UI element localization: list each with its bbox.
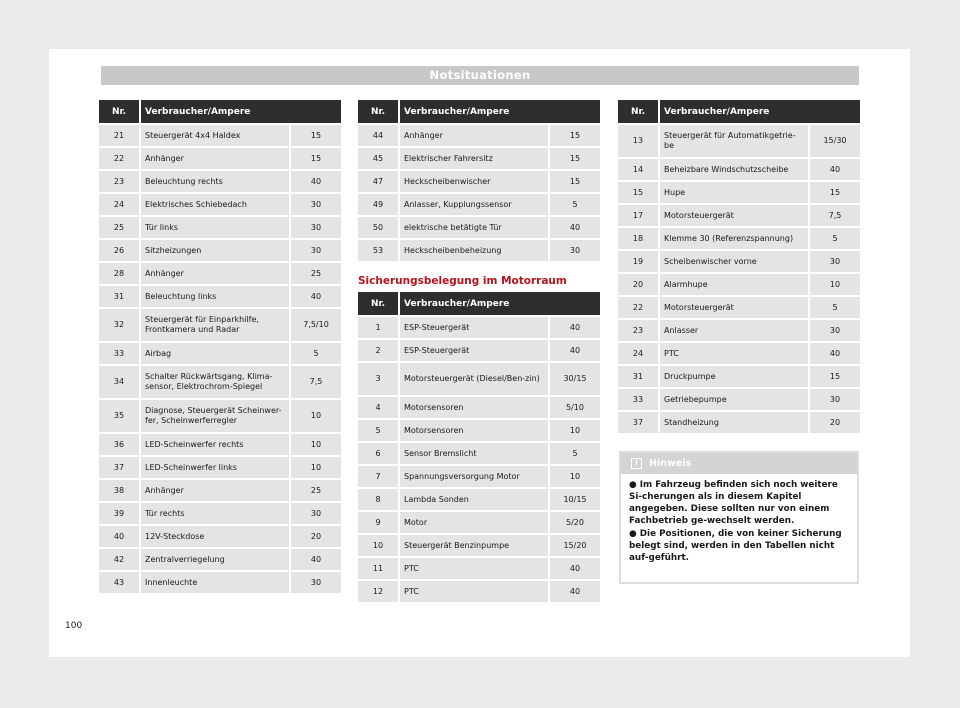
fuse-consumer: Tür rechts	[139, 503, 289, 524]
fuse-ampere: 40	[548, 217, 600, 238]
fuse-consumer: ESP-Steuergerät	[398, 317, 548, 338]
fuse-table-2	[358, 98, 600, 263]
fuse-ampere: 30	[289, 217, 341, 238]
fuse-number: 26	[99, 240, 139, 261]
fuse-consumer: Heckscheibenwischer	[398, 171, 548, 192]
fuse-number: 37	[99, 457, 139, 478]
fuse-ampere: 30	[808, 389, 860, 410]
fuse-consumer: ESP-Steuergerät	[398, 340, 548, 361]
fuse-ampere: 30	[808, 320, 860, 341]
fuse-number: 25	[99, 217, 139, 238]
fuse-number: 7	[358, 466, 398, 487]
fuse-number: 37	[618, 412, 658, 433]
fuse-number: 3	[358, 363, 398, 395]
hint-item: ● Die Positionen, die von keiner Sicherung belegt sind, werden in den Tabellen nicht auf-geführt.	[629, 529, 842, 563]
fuse-consumer: Steuergerät Benzinpumpe	[398, 535, 548, 556]
fuse-number: 38	[99, 480, 139, 501]
fuse-ampere: 7,5	[808, 205, 860, 226]
fuse-ampere: 25	[289, 263, 341, 284]
table-row	[99, 343, 341, 364]
fuse-number: 4	[358, 397, 398, 418]
fuse-number: 11	[358, 558, 398, 579]
table-row	[358, 317, 600, 338]
fuse-number: 21	[99, 125, 139, 146]
col-header-nr: Nr.	[358, 100, 398, 123]
table-row	[618, 274, 860, 295]
fuse-number: 24	[618, 343, 658, 364]
table-row	[358, 397, 600, 418]
fuse-ampere: 15	[548, 148, 600, 169]
fuse-number: 23	[618, 320, 658, 341]
fuse-ampere: 15	[548, 171, 600, 192]
col-header-verbraucher: Verbraucher/Ampere	[658, 100, 860, 123]
fuse-number: 9	[358, 512, 398, 533]
fuse-consumer: Elektrischer Fahrersitz	[398, 148, 548, 169]
hint-header	[621, 453, 857, 474]
fuse-consumer: Klemme 30 (Referenzspannung)	[658, 228, 808, 249]
fuse-ampere: 15	[289, 148, 341, 169]
fuse-consumer: Elektrisches Schiebedach	[139, 194, 289, 215]
fuse-consumer: LED-Scheinwerfer links	[139, 457, 289, 478]
table-row	[99, 526, 341, 547]
table-row	[358, 217, 600, 238]
fuse-consumer: Anhänger	[398, 125, 548, 146]
fuse-consumer: PTC	[398, 558, 548, 579]
table-row	[358, 489, 600, 510]
fuse-number: 6	[358, 443, 398, 464]
fuse-number: 40	[99, 526, 139, 547]
fuse-number: 44	[358, 125, 398, 146]
fuse-consumer: PTC	[658, 343, 808, 364]
fuse-table-4	[618, 98, 860, 435]
fuse-ampere: 40	[548, 581, 600, 602]
fuse-ampere: 20	[289, 526, 341, 547]
fuse-consumer: Zentralverriegelung	[139, 549, 289, 570]
fuse-ampere: 40	[548, 558, 600, 579]
fuse-number: 12	[358, 581, 398, 602]
fuse-number: 36	[99, 434, 139, 455]
table-row	[358, 125, 600, 146]
table-row	[99, 457, 341, 478]
fuse-ampere: 15	[289, 125, 341, 146]
fuse-ampere: 40	[289, 286, 341, 307]
table-row	[358, 194, 600, 215]
fuse-ampere: 40	[808, 343, 860, 364]
fuse-ampere: 10	[808, 274, 860, 295]
fuse-consumer: Scheibenwischer vorne	[658, 251, 808, 272]
fuse-number: 43	[99, 572, 139, 593]
page-number: 100	[65, 621, 83, 631]
fuse-ampere: 20	[808, 412, 860, 433]
fuse-ampere: 30	[289, 572, 341, 593]
fuse-consumer: Hupe	[658, 182, 808, 203]
table-row	[358, 466, 600, 487]
fuse-number: 2	[358, 340, 398, 361]
fuse-ampere: 10/15	[548, 489, 600, 510]
fuse-consumer: Sensor Bremslicht	[398, 443, 548, 464]
table-row	[358, 535, 600, 556]
table-row	[618, 389, 860, 410]
table-row	[99, 240, 341, 261]
table-row	[99, 148, 341, 169]
fuse-consumer: Steuergerät 4x4 Haldex	[139, 125, 289, 146]
fuse-ampere: 15	[548, 125, 600, 146]
info-icon: i	[631, 458, 642, 469]
fuse-consumer: Motor	[398, 512, 548, 533]
fuse-ampere: 5	[808, 228, 860, 249]
fuse-number: 22	[618, 297, 658, 318]
hint-box	[619, 451, 859, 584]
fuse-ampere: 5/20	[548, 512, 600, 533]
fuse-consumer: Motorsteuergerät	[658, 205, 808, 226]
fuse-ampere: 10	[289, 457, 341, 478]
section-title: Sicherungsbelegung im Motorraum	[358, 275, 567, 287]
fuse-number: 5	[358, 420, 398, 441]
fuse-consumer: Steuergerät für Automatikgetrie-be	[658, 125, 808, 157]
fuse-number: 20	[618, 274, 658, 295]
fuse-consumer: Beleuchtung rechts	[139, 171, 289, 192]
fuse-ampere: 25	[289, 480, 341, 501]
fuse-number: 50	[358, 217, 398, 238]
fuse-number: 45	[358, 148, 398, 169]
fuse-consumer: Motorsteuergerät	[658, 297, 808, 318]
fuse-ampere: 10	[289, 434, 341, 455]
table-row	[358, 171, 600, 192]
table-row	[358, 148, 600, 169]
table-row	[618, 182, 860, 203]
fuse-number: 33	[618, 389, 658, 410]
fuse-number: 1	[358, 317, 398, 338]
fuse-number: 53	[358, 240, 398, 261]
col-header-nr: Nr.	[618, 100, 658, 123]
fuse-consumer: Standheizung	[658, 412, 808, 433]
fuse-ampere: 15	[808, 366, 860, 387]
fuse-number: 28	[99, 263, 139, 284]
fuse-ampere: 10	[548, 466, 600, 487]
fuse-number: 31	[99, 286, 139, 307]
fuse-number: 14	[618, 159, 658, 180]
fuse-consumer: Schalter Rückwärtsgang, Klima-sensor, Elektrochrom-Spiegel	[139, 366, 289, 398]
table-row	[358, 581, 600, 602]
fuse-consumer: PTC	[398, 581, 548, 602]
table-row	[358, 340, 600, 361]
table-row	[99, 549, 341, 570]
table-row	[99, 480, 341, 501]
table-row	[99, 263, 341, 284]
fuse-consumer: Heckscheibenbeheizung	[398, 240, 548, 261]
table-row	[99, 194, 341, 215]
fuse-table-3	[358, 290, 600, 604]
fuse-consumer: Anlasser	[658, 320, 808, 341]
fuse-number: 19	[618, 251, 658, 272]
fuse-consumer: Sitzheizungen	[139, 240, 289, 261]
hint-item: ● Im Fahrzeug befinden sich noch weitere Si-cherungen als in diesem Kapitel angegeben. Diese sollten nur von einem Fachbetrieb ge-wechselt werden.	[629, 480, 838, 526]
table-row	[618, 125, 860, 157]
fuse-consumer: Spannungsversorgung Motor	[398, 466, 548, 487]
col-header-nr: Nr.	[358, 292, 398, 315]
fuse-ampere: 7,5	[289, 366, 341, 398]
table-row	[618, 205, 860, 226]
fuse-number: 47	[358, 171, 398, 192]
table-row	[618, 412, 860, 433]
fuse-number: 31	[618, 366, 658, 387]
table-row	[618, 159, 860, 180]
fuse-number: 34	[99, 366, 139, 398]
table-row	[99, 434, 341, 455]
fuse-number: 23	[99, 171, 139, 192]
table-row	[99, 572, 341, 593]
fuse-number: 22	[99, 148, 139, 169]
col-header-verbraucher: Verbraucher/Ampere	[398, 100, 600, 123]
table-row	[358, 443, 600, 464]
fuse-consumer: Steuergerät für Einparkhilfe, Frontkamera und Radar	[139, 309, 289, 341]
fuse-consumer: Airbag	[139, 343, 289, 364]
fuse-ampere: 5/10	[548, 397, 600, 418]
fuse-ampere: 15	[808, 182, 860, 203]
table-row	[99, 217, 341, 238]
hint-title: Hinweis	[649, 458, 692, 469]
fuse-consumer: Druckpumpe	[658, 366, 808, 387]
fuse-ampere: 10	[289, 400, 341, 432]
fuse-ampere: 30	[289, 240, 341, 261]
page-header: Notsituationen	[101, 66, 859, 85]
fuse-number: 17	[618, 205, 658, 226]
table-row	[618, 366, 860, 387]
fuse-consumer: Lambda Sonden	[398, 489, 548, 510]
table-row	[99, 503, 341, 524]
fuse-consumer: Alarmhupe	[658, 274, 808, 295]
hint-body	[621, 474, 857, 564]
fuse-consumer: Anhänger	[139, 480, 289, 501]
fuse-number: 32	[99, 309, 139, 341]
table-row	[99, 286, 341, 307]
fuse-ampere: 30	[289, 503, 341, 524]
table-row	[358, 240, 600, 261]
table-row	[99, 125, 341, 146]
col-header-verbraucher: Verbraucher/Ampere	[398, 292, 600, 315]
fuse-ampere: 30	[548, 240, 600, 261]
table-row	[618, 251, 860, 272]
table-row	[99, 400, 341, 432]
fuse-ampere: 40	[548, 340, 600, 361]
fuse-ampere: 15/20	[548, 535, 600, 556]
fuse-number: 8	[358, 489, 398, 510]
table-row	[99, 366, 341, 398]
fuse-consumer: Innenleuchte	[139, 572, 289, 593]
table-row	[358, 420, 600, 441]
fuse-consumer: Motorsensoren	[398, 397, 548, 418]
fuse-table-1	[99, 98, 341, 595]
fuse-ampere: 30/15	[548, 363, 600, 395]
fuse-number: 10	[358, 535, 398, 556]
fuse-number: 35	[99, 400, 139, 432]
fuse-number: 15	[618, 182, 658, 203]
fuse-ampere: 40	[808, 159, 860, 180]
table-row	[618, 320, 860, 341]
fuse-ampere: 15/30	[808, 125, 860, 157]
col-header-nr: Nr.	[99, 100, 139, 123]
fuse-consumer: Anhänger	[139, 263, 289, 284]
table-row	[618, 297, 860, 318]
fuse-number: 49	[358, 194, 398, 215]
fuse-consumer: Diagnose, Steuergerät Scheinwer-fer, Scheinwerferregler	[139, 400, 289, 432]
fuse-number: 13	[618, 125, 658, 157]
fuse-consumer: LED-Scheinwerfer rechts	[139, 434, 289, 455]
fuse-ampere: 5	[808, 297, 860, 318]
fuse-consumer: 12V-Steckdose	[139, 526, 289, 547]
fuse-consumer: Getriebepumpe	[658, 389, 808, 410]
fuse-ampere: 40	[289, 549, 341, 570]
table-row	[358, 558, 600, 579]
fuse-consumer: Beheizbare Windschutzscheibe	[658, 159, 808, 180]
fuse-consumer: Motorsensoren	[398, 420, 548, 441]
fuse-ampere: 30	[808, 251, 860, 272]
fuse-number: 39	[99, 503, 139, 524]
fuse-number: 33	[99, 343, 139, 364]
fuse-number: 24	[99, 194, 139, 215]
fuse-ampere: 5	[289, 343, 341, 364]
fuse-consumer: Beleuchtung links	[139, 286, 289, 307]
table-row	[99, 171, 341, 192]
fuse-ampere: 7,5/10	[289, 309, 341, 341]
fuse-ampere: 40	[548, 317, 600, 338]
fuse-number: 18	[618, 228, 658, 249]
col-header-verbraucher: Verbraucher/Ampere	[139, 100, 341, 123]
fuse-ampere: 5	[548, 194, 600, 215]
fuse-consumer: Anlasser, Kupplungssensor	[398, 194, 548, 215]
fuse-consumer: elektrische betätigte Tür	[398, 217, 548, 238]
fuse-number: 42	[99, 549, 139, 570]
fuse-consumer: Motorsteuergerät (Diesel/Ben-zin)	[398, 363, 548, 395]
table-row	[358, 363, 600, 395]
fuse-ampere: 10	[548, 420, 600, 441]
fuse-ampere: 5	[548, 443, 600, 464]
table-row	[358, 512, 600, 533]
table-row	[99, 309, 341, 341]
table-row	[618, 343, 860, 364]
fuse-consumer: Tür links	[139, 217, 289, 238]
fuse-ampere: 40	[289, 171, 341, 192]
fuse-consumer: Anhänger	[139, 148, 289, 169]
table-row	[618, 228, 860, 249]
fuse-ampere: 30	[289, 194, 341, 215]
